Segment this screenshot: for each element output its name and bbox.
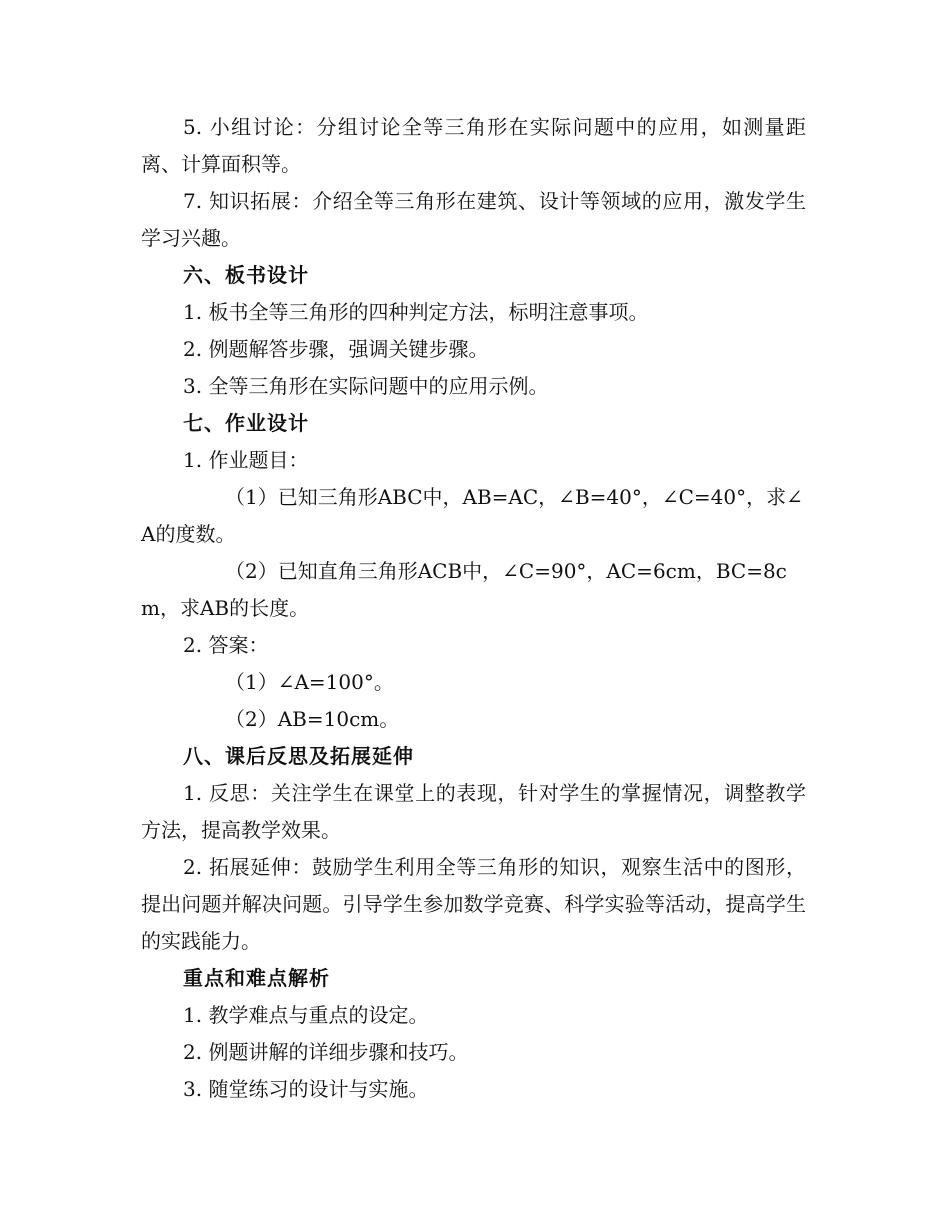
paragraph-item-7: 7. 知识拓展：介绍全等三角形在建筑、设计等领域的应用，激发学生学习兴趣。 <box>141 189 806 250</box>
key-points-item-1: 1. 教学难点与重点的设定。 <box>183 1003 429 1027</box>
homework-answer-1: （1）∠A=100°。 <box>225 670 394 694</box>
reflection-item-2: 2. 拓展延伸：鼓励学生利用全等三角形的知识，观察生活中的图形，提出问题并解决问题。引导学生参加数学竞赛、科学实验等活动，提高学生的实践能力。 <box>141 855 806 953</box>
section-heading-key-points: 重点和难点解析 <box>183 966 330 990</box>
homework-questions-label: 1. 作业题目： <box>183 448 309 472</box>
key-points-item-3: 3. 随堂练习的设计与实施。 <box>183 1077 429 1101</box>
reflection-item-1: 1. 反思：关注学生在课堂上的表现，针对学生的掌握情况，调整教学方法，提高教学效果。 <box>141 781 806 842</box>
section-heading-reflection: 八、课后反思及拓展延伸 <box>183 744 414 768</box>
board-design-item-2: 2. 例题解答步骤，强调关键步骤。 <box>183 337 489 361</box>
board-design-item-1: 1. 板书全等三角形的四种判定方法，标明注意事项。 <box>183 300 649 324</box>
document-body <box>141 109 806 1108</box>
section-heading-homework: 七、作业设计 <box>183 411 309 435</box>
homework-answers-label: 2. 答案： <box>183 633 269 657</box>
homework-question-2: （2）已知直角三角形ACB中，∠C=90°，AC=6cm，BC=8cm，求AB的长度。 <box>141 559 787 620</box>
board-design-item-3: 3. 全等三角形在实际问题中的应用示例。 <box>183 374 549 398</box>
key-points-item-2: 2. 例题讲解的详细步骤和技巧。 <box>183 1040 469 1064</box>
paragraph-item-5: 5. 小组讨论：分组讨论全等三角形在实际问题中的应用，如测量距离、计算面积等。 <box>141 115 806 176</box>
section-heading-board-design: 六、板书设计 <box>183 263 309 287</box>
homework-question-1: （1）已知三角形ABC中，AB=AC，∠B=40°，∠C=40°，求∠A的度数。 <box>141 485 803 546</box>
homework-answer-2: （2）AB=10cm。 <box>225 707 400 731</box>
